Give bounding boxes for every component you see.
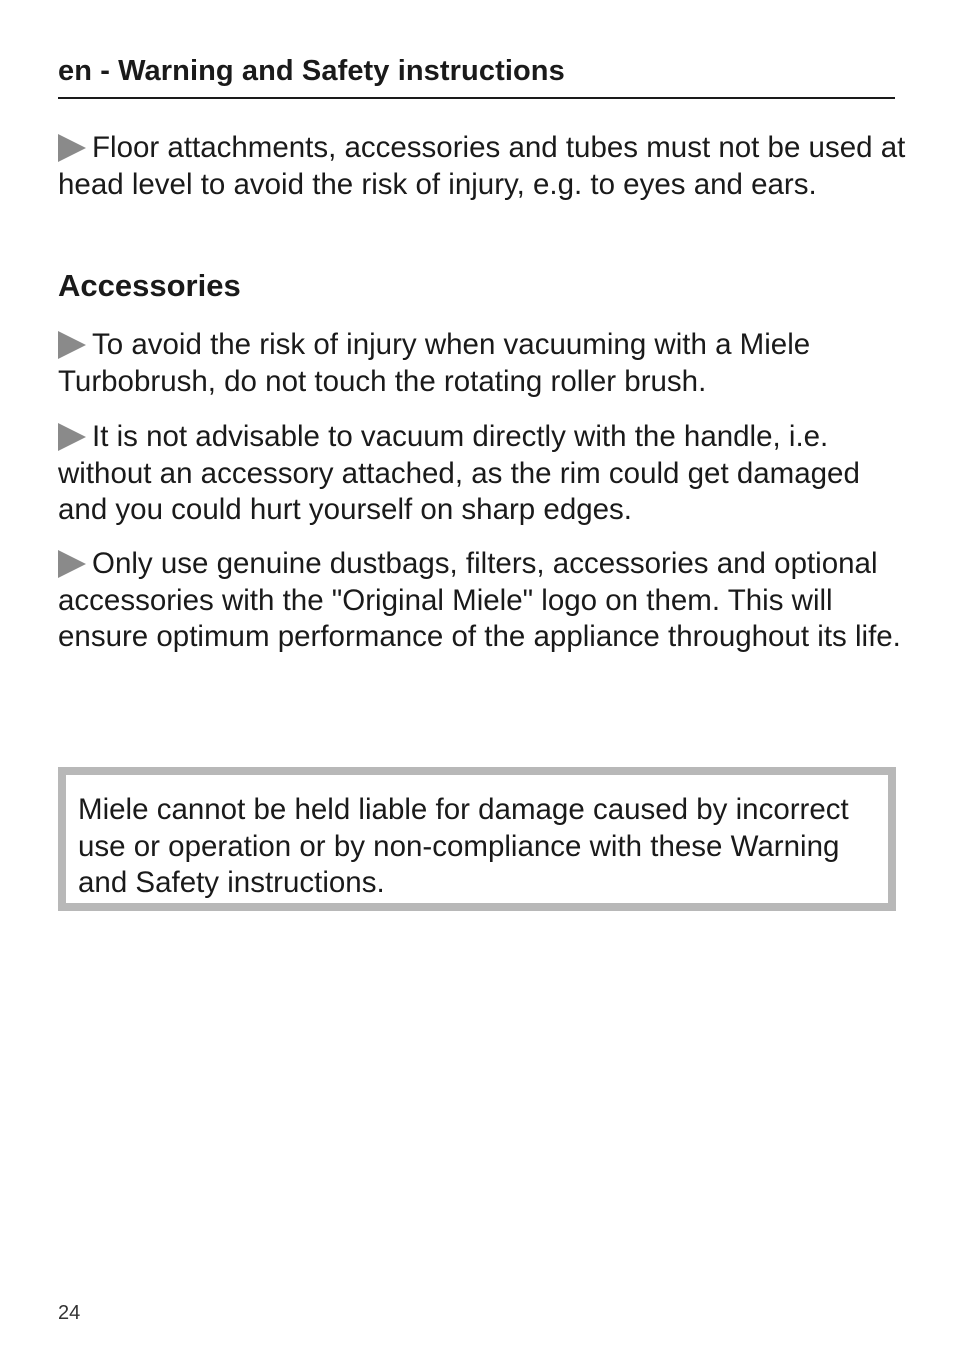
safety-paragraph-turbobrush [58,327,908,400]
section-heading-accessories: Accessories [58,268,241,303]
safety-paragraph-floor-attachments [58,130,908,203]
safety-paragraph-genuine-parts [58,546,908,656]
page-header [58,52,895,99]
triangle-bullet-icon [58,134,86,162]
paragraph-text: Only use genuine dustbags, filters, accessories and optional accessories with the "Original Miele" logo on them. This will ensure optimum performance of the appliance throughout its life. [58,547,901,653]
triangle-bullet-icon [58,550,86,578]
liability-notice-text: Miele cannot be held liable for damage caused by incorrect use or operation or by non-compliance with these Warning and Safety instructions. [78,793,849,899]
paragraph-text: To avoid the risk of injury when vacuuming with a Miele Turbobrush, do not touch the rotating roller brush. [58,328,811,398]
paragraph-text: It is not advisable to vacuum directly with the handle, i.e. without an accessory attached, as the rim could get damaged and you could hurt yourself on sharp edges. [58,420,860,526]
liability-notice-box [58,767,896,911]
triangle-bullet-icon [58,423,86,451]
page-number: 24 [58,1302,81,1324]
header-title: en - Warning and Safety instructions [58,55,565,87]
safety-paragraph-handle [58,419,908,529]
triangle-bullet-icon [58,331,86,359]
paragraph-text: Floor attachments, accessories and tubes must not be used at head level to avoid the risk of injury, e.g. to eyes and ears. [58,131,906,201]
